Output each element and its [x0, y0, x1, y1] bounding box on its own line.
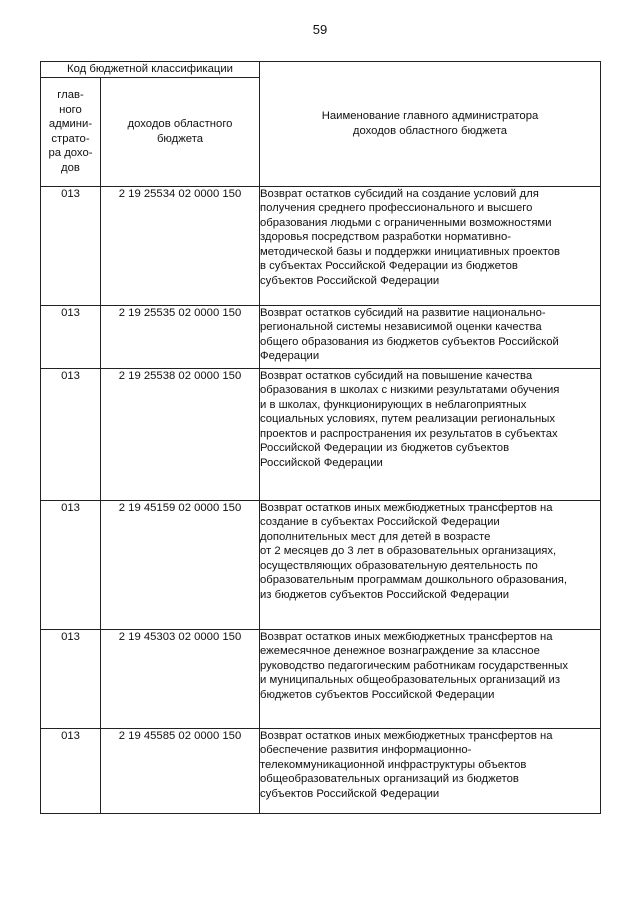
admin-code-cell: 013 [41, 368, 101, 500]
revenue-name-cell: Возврат остатков субсидий на развитие национально- региональной системы независимой оценки качества общего образования из бюджетов субъектов Российской Федерации [260, 305, 601, 368]
admin-code-cell: 013 [41, 305, 101, 368]
revenue-code-cell: 2 19 25535 02 0000 150 [101, 305, 260, 368]
table-row [41, 305, 601, 368]
revenue-name-cell: Возврат остатков иных межбюджетных трансфертов на обеспечение развития информационно- телекоммуникационной инфраструктуры объектов общеобразовательных организаций из бюджетов субъектов Российской Федерации [260, 728, 601, 813]
revenue-name-cell: Возврат остатков иных межбюджетных трансфертов на ежемесячное денежное вознаграждение за классное руководство педагогическим работникам государственных и муниципальных общеобразовательных организаций из бюджетов субъектов Российской Федерации [260, 629, 601, 728]
table-row [41, 186, 601, 305]
revenue-name-cell: Возврат остатков иных межбюджетных трансфертов на создание в субъектах Российской Федерации дополнительных мест для детей в возрасте от 2 месяцев до 3 лет в образовательных организациях, осуществляющих образовательную деятельность по образовательным программам дошкольного образования, из бюджетов субъектов Российской Федерации [260, 500, 601, 629]
admin-code-cell: 013 [41, 629, 101, 728]
revenue-code-cell: 2 19 25538 02 0000 150 [101, 368, 260, 500]
revenue-code-cell: 2 19 45159 02 0000 150 [101, 500, 260, 629]
table-row [41, 629, 601, 728]
admin-code-cell: 013 [41, 728, 101, 813]
header-regional-budget-revenue: доходов областного бюджета [101, 77, 260, 186]
page-number: 59 [312, 22, 328, 37]
table-row [41, 368, 601, 500]
header-budget-classification-code: Код бюджетной классификации [41, 62, 260, 78]
header-chief-administrator: глав- ного админи- страто- ра дохо- дов [41, 77, 101, 186]
revenue-name-cell: Возврат остатков субсидий на повышение качества образования в школах с низкими результатами обучения и в школах, функционирующих в неблагоприятных социальных условиях, путем реализации региональных проектов и распространения их результатов в субъектах Российской Федерации из бюджетов субъектов Российской Федерации [260, 368, 601, 500]
header-administrator-name: Наименование главного администратора доходов областного бюджета [260, 62, 601, 187]
revenue-code-cell: 2 19 45585 02 0000 150 [101, 728, 260, 813]
admin-code-cell: 013 [41, 500, 101, 629]
table-row [41, 728, 601, 813]
table-row [41, 500, 601, 629]
revenue-code-cell: 2 19 25534 02 0000 150 [101, 186, 260, 305]
budget-classification-table [40, 61, 601, 814]
revenue-code-cell: 2 19 45303 02 0000 150 [101, 629, 260, 728]
table-body [41, 186, 601, 813]
admin-code-cell: 013 [41, 186, 101, 305]
revenue-name-cell: Возврат остатков субсидий на создание условий для получения среднего профессионального и высшего образования людьми с ограниченными возможностями здоровья посредством разработки нормативно- методической базы и поддержки инициативных проектов в субъектах Российской Федерации из бюджетов субъектов Российской Федерации [260, 186, 601, 305]
